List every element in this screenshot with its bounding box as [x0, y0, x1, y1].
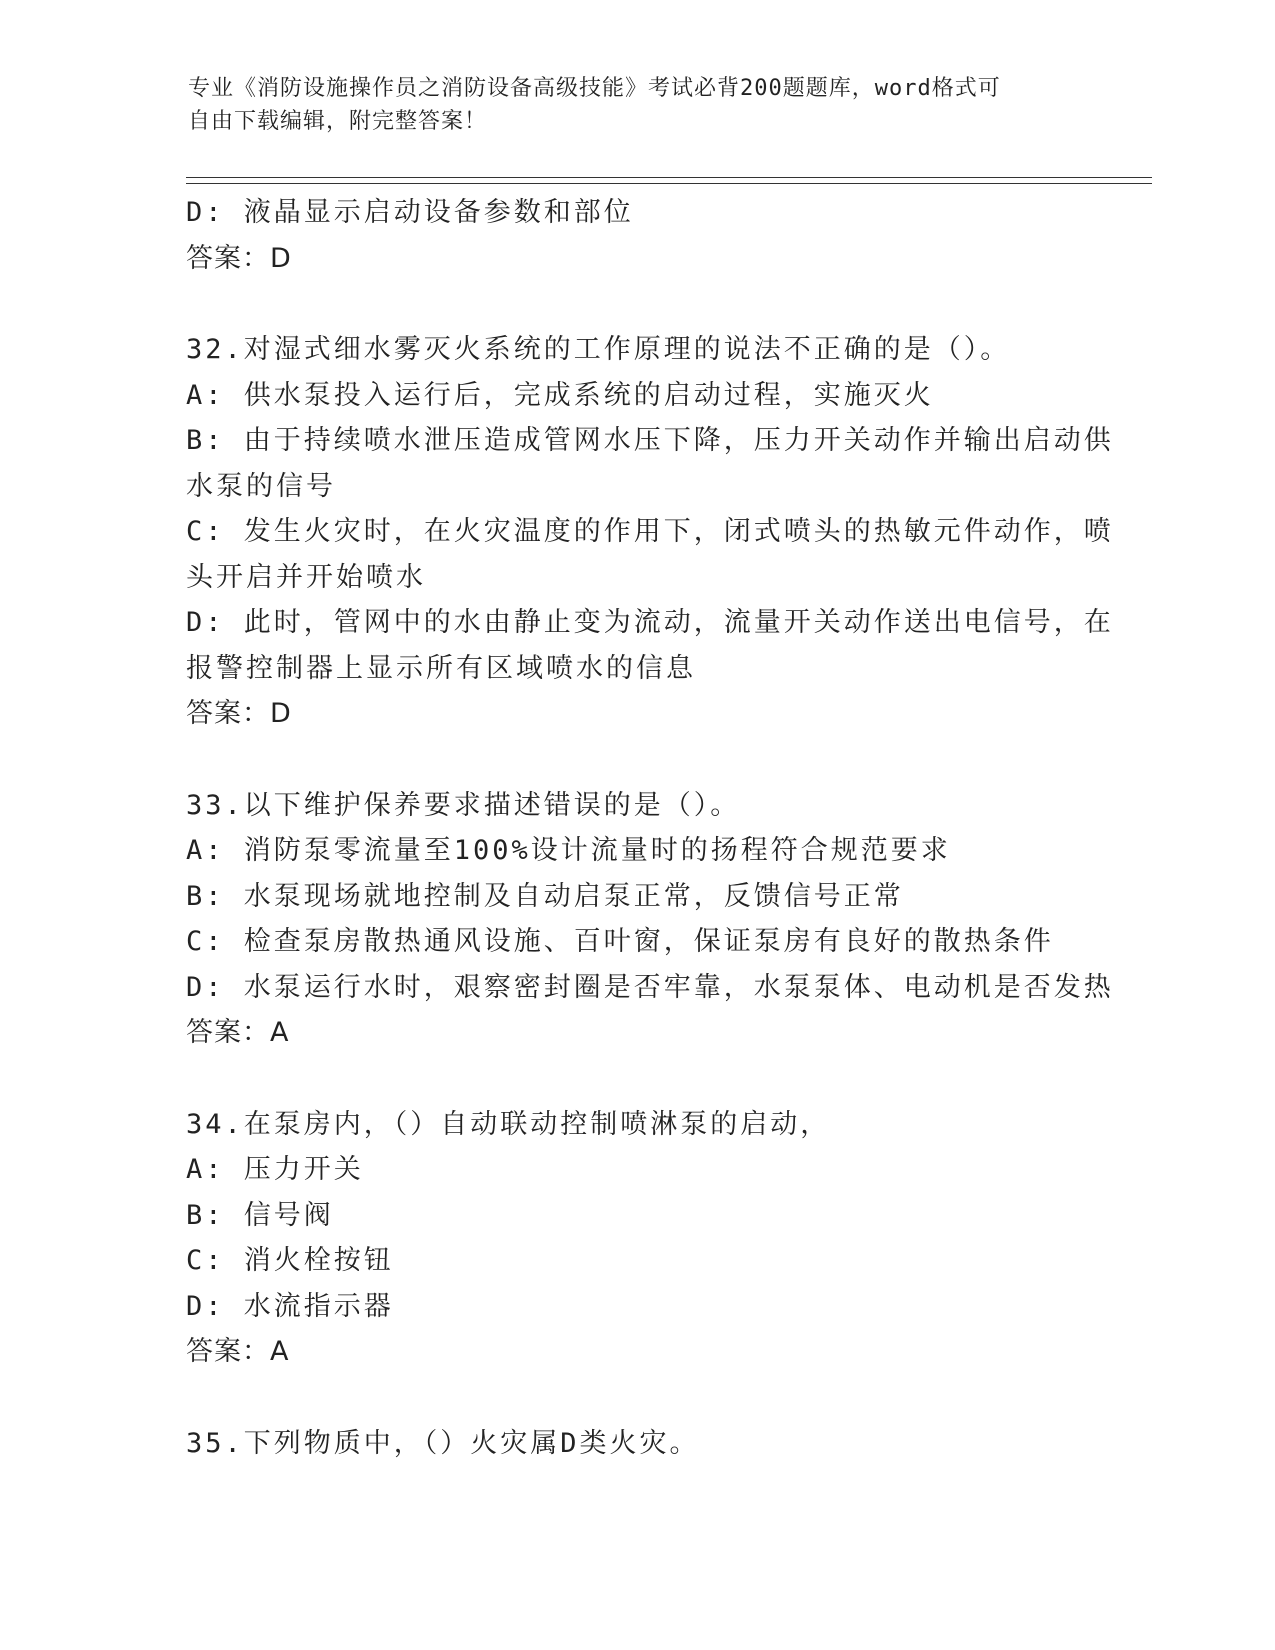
- header-rule-bottom: [186, 183, 1152, 184]
- option-d: D: 水流指示器: [186, 1290, 394, 1322]
- question-stem: 32.对湿式细水雾灭火系统的工作原理的说法不正确的是（）。: [186, 334, 1011, 365]
- option-b-cont: 水泵的信号: [186, 470, 336, 502]
- header-line-1: 专业《消防设施操作员之消防设备高级技能》考试必背200题题库，word格式可: [188, 76, 1001, 101]
- question-stem: 34.在泵房内，（）自动联动控制喷淋泵的启动，: [186, 1108, 831, 1140]
- option-d: D: 水泵运行水时，艰察密封圈是否牢靠，水泵泵体、电动机是否发热: [186, 971, 1114, 1003]
- option-b: B: 由于持续喷水泄压造成管网水压下降，压力开关动作并输出启动供: [186, 425, 1114, 456]
- option-c: C: 检查泵房散热通风设施、百叶窗，保证泵房有良好的散热条件: [186, 926, 1054, 957]
- question-34: [186, 1102, 1086, 1375]
- spacer: [186, 1056, 1086, 1102]
- option-c: C: 消火栓按钮: [186, 1245, 394, 1276]
- spacer: [186, 737, 1086, 783]
- option-d: D: 此时，管网中的水由静止变为流动，流量开关动作送出电信号，在: [186, 607, 1114, 638]
- answer: 答案：A: [186, 1336, 290, 1367]
- spacer: [186, 281, 1086, 327]
- option-b: B: 信号阀: [186, 1199, 334, 1231]
- question-content: [186, 190, 1114, 1466]
- answer: 答案：D: [186, 698, 292, 729]
- option-d-cont: 报警控制器上显示所有区域喷水的信息: [186, 652, 696, 684]
- answer: 答案：A: [186, 1017, 290, 1048]
- question-stem: 33.以下维护保养要求描述错误的是（）。: [186, 789, 741, 821]
- header-rule-top: [186, 177, 1152, 178]
- option-b: B: 水泵现场就地控制及自动启泵正常，反馈信号正常: [186, 880, 904, 912]
- question-stem: 35.下列物质中，（）火灾属D类火灾。: [186, 1427, 700, 1459]
- document-header: [188, 72, 1088, 138]
- prev-option-d: D: 液晶显示启动设备参数和部位: [186, 197, 634, 228]
- question-35: [186, 1421, 1086, 1467]
- option-a: A: 消防泵零流量至100%设计流量时的扬程符合规范要求: [186, 835, 951, 866]
- prev-answer: 答案：D: [186, 242, 292, 274]
- spacer: [186, 1375, 1086, 1421]
- question-32: [186, 327, 1114, 737]
- option-a: A: 压力开关: [186, 1154, 364, 1185]
- option-c-cont: 头开启并开始喷水: [186, 561, 426, 593]
- option-a: A: 供水泵投入运行后，完成系统的启动过程，实施灭火: [186, 379, 934, 411]
- question-33: [186, 783, 1114, 1056]
- header-line-2: 自由下载编辑，附完整答案！: [188, 109, 488, 134]
- option-c: C: 发生火灾时，在火灾温度的作用下，闭式喷头的热敏元件动作，喷: [186, 516, 1114, 547]
